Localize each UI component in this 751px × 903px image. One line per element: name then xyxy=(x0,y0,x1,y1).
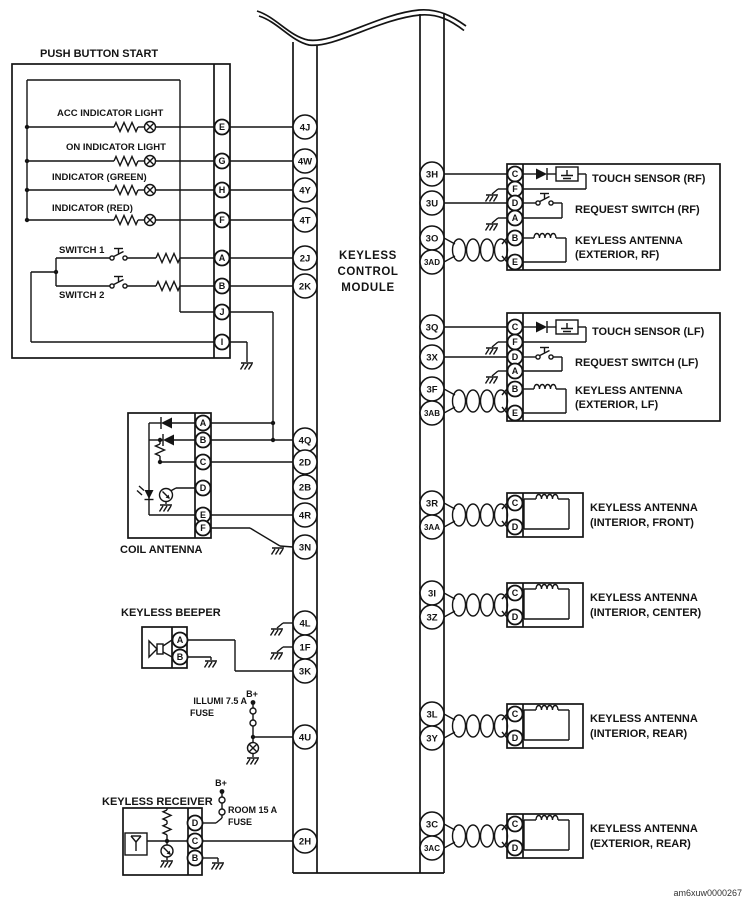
indicator-row-label: INDICATOR (RED) xyxy=(52,203,133,214)
connector-label: 3R xyxy=(425,498,439,510)
keyless-beeper-wires xyxy=(149,623,293,671)
connector-3X xyxy=(420,345,444,369)
connector-4T xyxy=(293,208,317,232)
connector-2K xyxy=(293,274,317,298)
lamp-icon xyxy=(145,156,156,167)
pin-letter: A xyxy=(199,418,207,428)
module-left-connectors xyxy=(293,115,317,853)
lamp-icon xyxy=(145,185,156,196)
pin-letter: D xyxy=(511,733,519,743)
pin-letter: E xyxy=(199,510,207,520)
inductor-icon xyxy=(536,706,558,711)
connector-label: 3U xyxy=(425,198,439,210)
lf-unit xyxy=(444,313,720,421)
speaker-cone-icon xyxy=(149,641,157,657)
keyless-beeper-label: KEYLESS BEEPER xyxy=(121,607,221,619)
connector-label: 3F xyxy=(426,384,438,396)
ground-icon xyxy=(272,548,285,555)
connector-3Z xyxy=(420,605,444,629)
connector-1F xyxy=(293,635,317,659)
connector-3I xyxy=(420,581,444,605)
coil-antenna-pin-letters xyxy=(196,416,211,536)
connector-3F xyxy=(420,377,444,401)
antenna-unit-label-line1: KEYLESS ANTENNA xyxy=(590,502,698,514)
connector-label: 4W xyxy=(297,156,313,168)
connector-label: 3L xyxy=(426,709,438,721)
push-button-start-wires xyxy=(25,80,293,442)
module-label-line3: MODULE xyxy=(341,282,395,294)
connector-3U xyxy=(420,191,444,215)
connector-3H xyxy=(420,162,444,186)
pin-letter: F xyxy=(200,523,206,533)
connector-label: 3H xyxy=(425,169,439,181)
connector-4L xyxy=(293,611,317,635)
keyless-beeper-pin-letters xyxy=(173,633,188,665)
antenna-unit-label-line1: KEYLESS ANTENNA xyxy=(590,592,698,604)
pin-letter: D xyxy=(511,522,519,532)
antenna-unit-label-line1: KEYLESS ANTENNA xyxy=(590,823,698,835)
pin-letter: H xyxy=(218,185,226,195)
pin-letter: D xyxy=(511,198,519,208)
connector-3AA xyxy=(420,515,444,539)
ground-icon xyxy=(486,224,499,231)
keyless-receiver-label: KEYLESS RECEIVER xyxy=(102,796,213,808)
room-fuse-label-line2: FUSE xyxy=(228,817,253,827)
keyless-receiver-pin-letters xyxy=(188,816,203,866)
connector-label: 3AA xyxy=(423,523,441,532)
pin-letter: I xyxy=(220,337,224,347)
pin-letter: E xyxy=(511,408,519,418)
pin-letter: C xyxy=(511,498,519,508)
pin-letter: E xyxy=(218,122,226,132)
switch-icon xyxy=(536,194,553,206)
antenna-icon xyxy=(131,836,141,851)
b-plus-label: B+ xyxy=(246,689,258,699)
figure-code: am6xuw0000267 xyxy=(673,888,742,898)
ground-icon xyxy=(486,195,499,202)
antenna-unit-interior-front xyxy=(444,493,698,537)
twisted-wire-icon xyxy=(453,390,508,412)
connector-label: 3K xyxy=(298,666,312,678)
indicator-row-label: ON INDICATOR LIGHT xyxy=(66,142,166,153)
connector-label: 4U xyxy=(298,732,312,744)
connector-label: 2H xyxy=(298,836,312,848)
diode-icon xyxy=(161,417,172,429)
antenna-unit-interior-center xyxy=(444,583,702,627)
connector-4Q xyxy=(293,428,317,452)
antenna-unit-interior-rear xyxy=(444,704,698,748)
pin-letter: B xyxy=(176,652,184,662)
connector-label: 3X xyxy=(426,352,438,364)
connector-label: 3AD xyxy=(423,258,441,267)
switch-icon xyxy=(536,348,553,360)
torn-edge-line xyxy=(257,10,466,41)
push-button-start-label: PUSH BUTTON START xyxy=(40,48,159,60)
antenna-unit-label-line2: (INTERIOR, REAR) xyxy=(590,728,688,740)
diode-icon xyxy=(163,434,174,446)
keyless-antenna-lf-label-line2: (EXTERIOR, LF) xyxy=(575,399,659,411)
antenna-unit-label-line2: (INTERIOR, FRONT) xyxy=(590,517,694,529)
connector-3K xyxy=(293,659,317,683)
ground-icon xyxy=(205,661,218,668)
pin-letter: B xyxy=(218,281,226,291)
lamp-icon xyxy=(145,215,156,226)
connector-4R xyxy=(293,503,317,527)
connector-3AD xyxy=(420,250,444,274)
keyless-beeper xyxy=(121,607,293,671)
connector-2H xyxy=(293,829,317,853)
indicator-row-label: INDICATOR (GREEN) xyxy=(52,172,147,183)
connector-label: 3AC xyxy=(423,844,441,853)
connector-4W xyxy=(293,149,317,173)
module-label-line2: CONTROL xyxy=(337,266,399,278)
connector-label: 3AB xyxy=(423,409,441,418)
pin-letter: D xyxy=(511,352,519,362)
ground-icon xyxy=(160,505,173,512)
connector-3AB xyxy=(420,401,444,425)
pin-letter: D xyxy=(511,843,519,853)
pin-letter: B xyxy=(191,853,199,863)
connector-3O xyxy=(420,226,444,250)
pin-letter: C xyxy=(199,457,207,467)
antenna-unit-label-line2: (EXTERIOR, REAR) xyxy=(590,838,691,850)
connector-label: 4T xyxy=(299,215,311,227)
pin-letter: D xyxy=(199,483,207,493)
diode-icon xyxy=(536,321,547,333)
pin-letter: A xyxy=(511,366,519,376)
connector-label: 2B xyxy=(298,482,312,494)
connector-label: 4Q xyxy=(298,435,312,447)
pin-letter: F xyxy=(512,184,518,194)
diode-icon xyxy=(536,168,547,180)
connector-3Y xyxy=(420,726,444,750)
keyless-antenna-rf-label-line2: (EXTERIOR, RF) xyxy=(575,249,660,261)
connector-label: 4Y xyxy=(299,185,311,197)
connector-3L xyxy=(420,702,444,726)
switch-row-label: SWITCH 1 xyxy=(59,245,105,256)
pin-letter: C xyxy=(511,709,519,719)
ground-icon xyxy=(486,348,499,355)
connector-label: 2K xyxy=(298,281,312,293)
connector-4Y xyxy=(293,178,317,202)
connector-label: 1F xyxy=(299,642,311,654)
pin-letter: C xyxy=(511,588,519,598)
connector-label: 3I xyxy=(428,588,436,600)
push-switch-icon xyxy=(110,249,127,261)
pin-letter: D xyxy=(511,612,519,622)
ground-icon xyxy=(486,377,499,384)
indicator-row-label: ACC INDICATOR LIGHT xyxy=(57,108,164,119)
touch-sensor-lf-label: TOUCH SENSOR (LF) xyxy=(592,326,705,338)
connector-label: 2J xyxy=(299,253,311,265)
pin-letter: B xyxy=(511,384,519,394)
torn-edge-line-2 xyxy=(259,15,464,45)
module-label-line1: KEYLESS xyxy=(339,250,397,262)
antenna-unit-label-line1: KEYLESS ANTENNA xyxy=(590,713,698,725)
ground-icon xyxy=(212,863,225,870)
request-switch-lf-label: REQUEST SWITCH (LF) xyxy=(575,357,699,369)
illumi-fuse-label-line1: ILLUMI 7.5 A xyxy=(193,696,247,706)
pin-letter: C xyxy=(511,169,519,179)
connector-label: 4L xyxy=(299,618,311,630)
connector-4J xyxy=(293,115,317,139)
pin-letter: B xyxy=(199,435,207,445)
illumi-fuse xyxy=(190,689,293,765)
lamp-icon xyxy=(145,122,156,133)
coil-antenna xyxy=(120,413,293,556)
rf-unit xyxy=(444,164,720,270)
connector-2D xyxy=(293,450,317,474)
module-right-connectors xyxy=(420,162,444,860)
inductor-icon xyxy=(536,495,558,500)
request-switch-rf-label: REQUEST SWITCH (RF) xyxy=(575,204,700,216)
connector-2J xyxy=(293,246,317,270)
connector-label: 3Y xyxy=(426,733,438,745)
room-fuse-label-line1: ROOM 15 A xyxy=(228,805,278,815)
pin-letter: A xyxy=(511,213,519,223)
connector-label: 3C xyxy=(425,819,439,831)
connector-label: 2D xyxy=(298,457,312,469)
twisted-wire-icon xyxy=(453,594,508,616)
rf-unit-pin-letters xyxy=(508,167,523,270)
push-switch-icon xyxy=(110,277,127,289)
switch-row-label: SWITCH 2 xyxy=(59,290,105,301)
antenna-unit-label-line2: (INTERIOR, CENTER) xyxy=(590,607,702,619)
ground-icon xyxy=(241,363,254,370)
inductor-icon xyxy=(536,816,558,821)
pin-letter: C xyxy=(511,322,519,332)
ground-icon xyxy=(247,758,260,765)
twisted-wire-icon xyxy=(453,239,508,261)
twisted-wire-icon xyxy=(453,715,508,737)
connector-label: 3Q xyxy=(425,322,439,334)
pin-letter: F xyxy=(219,215,225,225)
coil-antenna-wires xyxy=(137,417,293,547)
coil-antenna-label: COIL ANTENNA xyxy=(120,544,203,556)
pin-letter: F xyxy=(512,337,518,347)
connector-label: 3N xyxy=(298,542,312,554)
touch-sensor-rf-label: TOUCH SENSOR (RF) xyxy=(592,173,706,185)
pin-letter: B xyxy=(511,233,519,243)
push-button-start-pin-letters xyxy=(215,120,230,350)
connector-3Q xyxy=(420,315,444,339)
connector-4U xyxy=(293,725,317,749)
pin-letter: J xyxy=(219,307,225,317)
connector-3AC xyxy=(420,836,444,860)
lf-unit-pin-letters xyxy=(508,320,523,421)
pin-letter: A xyxy=(176,635,184,645)
pin-letter: A xyxy=(218,253,226,263)
twisted-wire-icon xyxy=(453,504,508,526)
push-button-start xyxy=(12,48,293,442)
pin-letter: C xyxy=(191,836,199,846)
pin-letter: G xyxy=(218,156,226,166)
connector-label: 3Z xyxy=(426,612,438,624)
keyless-antenna-rf-label-line1: KEYLESS ANTENNA xyxy=(575,235,683,247)
connector-label: 4J xyxy=(299,122,311,134)
connector-label: 3O xyxy=(425,233,439,245)
inductor-icon xyxy=(534,234,556,239)
connector-3R xyxy=(420,491,444,515)
connector-3C xyxy=(420,812,444,836)
twisted-wire-icon xyxy=(453,825,508,847)
inductor-icon xyxy=(534,385,556,390)
illumi-fuse-label-line2: FUSE xyxy=(189,708,214,718)
antenna-unit-exterior-rear xyxy=(444,814,698,858)
ground-icon xyxy=(271,653,284,660)
connector-2B xyxy=(293,475,317,499)
illumination-lamp-icon xyxy=(248,743,259,754)
keyless-receiver xyxy=(102,778,293,875)
pin-letter: E xyxy=(511,257,519,267)
ground-icon xyxy=(271,629,284,636)
pin-letter: C xyxy=(511,819,519,829)
keyless-antenna-lf-label-line1: KEYLESS ANTENNA xyxy=(575,385,683,397)
inductor-icon xyxy=(536,585,558,590)
connector-3N xyxy=(293,535,317,559)
connector-label: 4R xyxy=(298,510,312,522)
pin-letter: D xyxy=(191,818,199,828)
b-plus-label: B+ xyxy=(215,778,227,788)
ground-icon xyxy=(161,861,174,868)
